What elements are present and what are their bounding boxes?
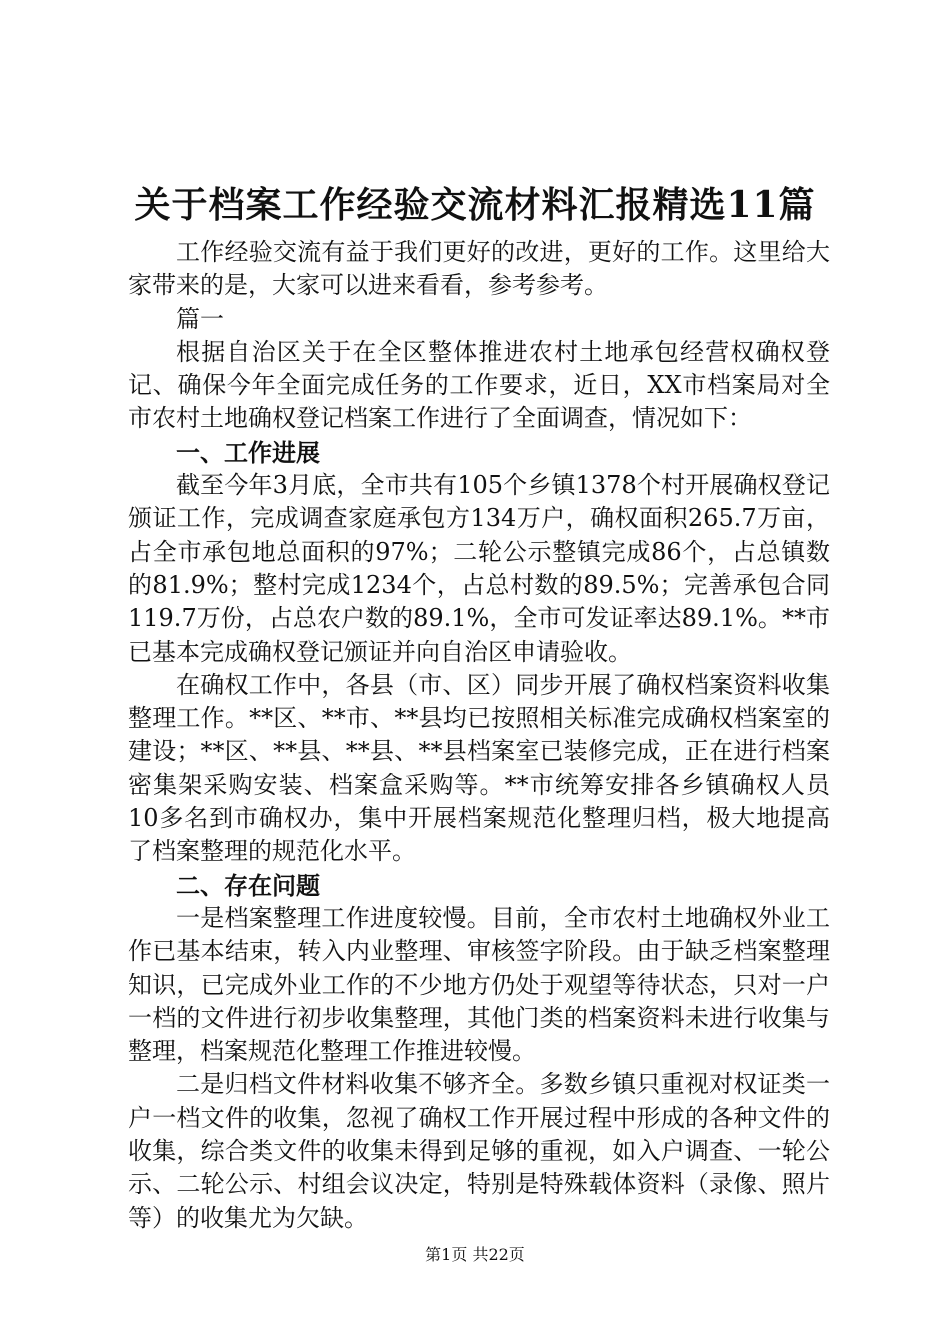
document-body	[128, 236, 830, 1235]
body-paragraph: 一是档案整理工作进度较慢。目前，全市农村土地确权外业工作已基本结束，转入内业整理、审核签字阶段。由于缺乏档案整理知识，已完成外业工作的不少地方仍处于观望等待状态，只对一户一档的文件进行初步收集整理，其他门类的档案资料未进行收集与整理，档案规范化整理工作推进较慢。	[128, 903, 830, 1066]
section-heading: 一、工作进展	[176, 437, 320, 467]
intro-paragraph: 工作经验交流有益于我们更好的改进，更好的工作。这里给大家带来的是，大家可以进来看看，参考参考。	[128, 238, 830, 300]
section-label: 篇一	[176, 304, 224, 333]
body-paragraph: 截至今年3月底，全市共有105个乡镇1378个村开展确权登记颁证工作，完成调查家庭承包方134万户，确权面积265.7万亩，占全市承包地总面积的97%；二轮公示整镇完成86个，占总镇数的81.9%；整村完成1234个，占总村数的89.5%；完善承包合同119.7万份，占总农户数的89.1%，全市可发证率达89.1%。**市已基本完成确权登记颁证并向自治区申请验收。	[128, 471, 830, 666]
body-paragraph: 在确权工作中，各县（市、区）同步开展了确权档案资料收集整理工作。**区、**市、**县均已按照相关标准完成确权档案室的建设；**区、**县、**县、**县档案室已装修完成，正在进行档案密集架采购安装、档案盒采购等。**市统筹安排各乡镇确权人员10多名到市确权办，集中开展档案规范化整理归档，极大地提高了档案整理的规范化水平。	[128, 670, 830, 866]
body-paragraph: 二是归档文件材料收集不够齐全。多数乡镇只重视对权证类一户一档文件的收集，忽视了确权工作开展过程中形成的各种文件的收集，综合类文件的收集未得到足够的重视，如入户调查、一轮公示、二轮公示、村组会议决定，特别是特殊载体资料（录像、照片等）的收集尤为欠缺。	[128, 1070, 830, 1232]
body-paragraph: 根据自治区关于在全区整体推进农村土地承包经营权确权登记、确保今年全面完成任务的工作要求，近日，XX市档案局对全市农村土地确权登记档案工作进行了全面调查，情况如下：	[128, 337, 830, 433]
section-heading: 二、存在问题	[176, 870, 320, 900]
page-footer: 第1页 共22页	[425, 1245, 525, 1264]
document-title: 关于档案工作经验交流材料汇报精选11篇	[134, 184, 816, 226]
